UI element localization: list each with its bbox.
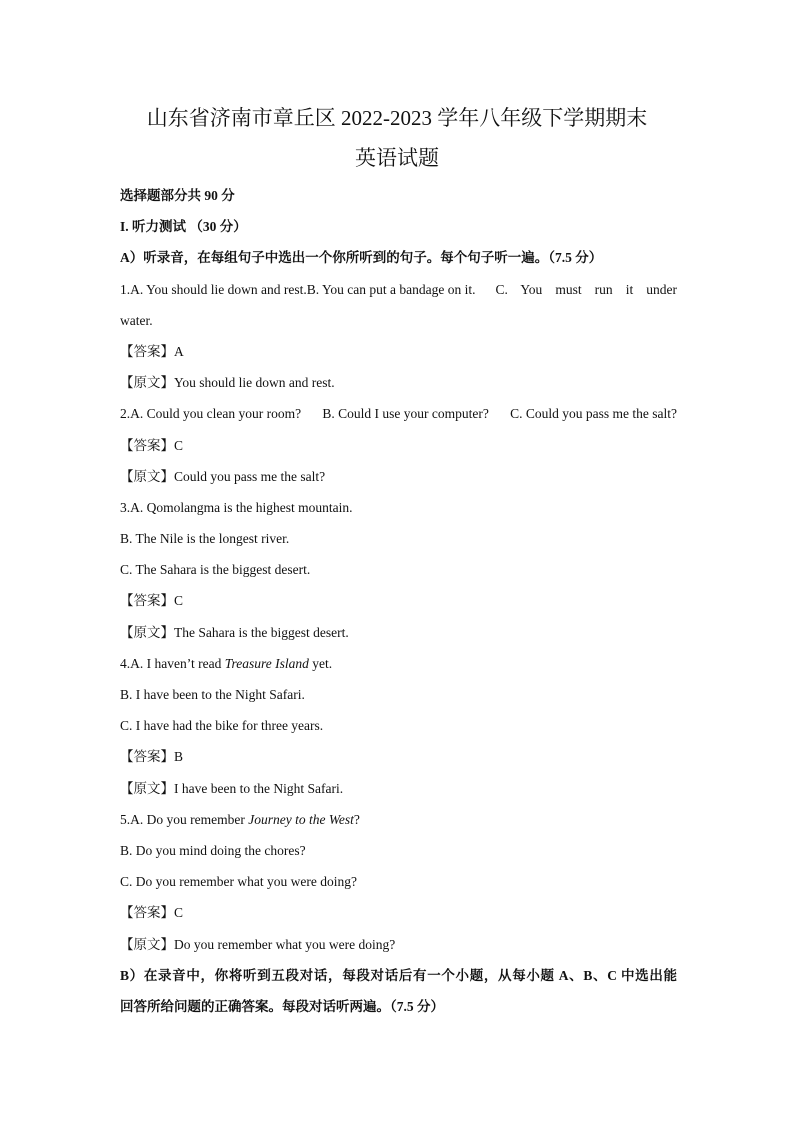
q4-script [120,773,677,804]
q1-answer [120,336,677,367]
q2-option-a: 2.A. Could you clean your room? [120,406,302,422]
q3-option-b: B. The Nile is the longest river. [120,531,290,547]
part-b-instruction-line-1: B）在录音中，你将听到五段对话，每段对话后有一个小题，从每小题 A、B、C 中选出能 [120,967,677,983]
q4-answer [120,741,677,772]
q1-option-c-continued: water. [120,312,153,328]
q2-options [120,398,677,429]
answer-label: 【答案】 [120,343,174,359]
q4-book-title: Treasure Island [224,655,309,671]
answer-label: 【答案】 [120,749,174,765]
q3-option-a: 3.A. Qomolangma is the highest mountain. [120,499,353,515]
answer-value: C [174,437,184,453]
q5-option-c: C. Do you remember what you were doing? [120,874,357,890]
q3-answer [120,585,677,616]
listening-heading: I. 听力测试 （30 分） [120,219,247,235]
q4-option-a [120,648,677,679]
document-body [120,180,677,1022]
answer-value: C [174,905,184,921]
q5-option-a-end: ? [353,811,360,827]
part-b-instruction-line-2: 回答所给问题的正确答案。每段对话听两遍。（7.5 分） [120,998,444,1014]
q5-option-b: B. Do you mind doing the chores? [120,842,306,858]
q3-option-c: C. The Sahara is the biggest desert. [120,562,311,578]
title-line-2: 英语试题 [355,146,439,170]
q2-answer [120,430,677,461]
q1-script [120,367,677,398]
q3-script [120,617,677,648]
q4-option-a-end: yet. [308,655,333,671]
script-label: 【原文】 [120,468,174,484]
script-text: Could you pass me the salt? [174,468,326,484]
script-text: You should lie down and rest. [174,375,335,391]
answer-value: C [174,593,184,609]
q5-option-a-text: 5.A. Do you remember [120,811,249,827]
script-label: 【原文】 [120,624,174,640]
script-text: I have been to the Night Safari. [174,780,344,796]
title-line-1: 山东省济南市章丘区 2022-2023 学年八年级下学期期末 [146,106,648,130]
q4-option-a-text: 4.A. I haven’t read [120,655,225,671]
answer-label: 【答案】 [120,905,174,921]
document-title [0,98,794,178]
answer-value: B [174,749,184,765]
part-a-instruction: A）听录音，在每组句子中选出一个你所听到的句子。每个句子听一遍。（7.5 分） [120,250,603,266]
q2-option-c: C. Could you pass me the salt? [510,406,677,422]
q2-script [120,461,677,492]
script-text: The Sahara is the biggest desert. [174,624,349,640]
q5-option-a [120,804,677,835]
q1-option-c: C. You must run it under [495,281,677,297]
q2-option-b: B. Could I use your computer? [322,406,489,422]
section-header: 选择题部分共 90 分 [120,188,235,203]
q4-option-c: C. I have had the bike for three years. [120,718,324,734]
answer-value: A [174,343,184,359]
script-text: Do you remember what you were doing? [174,936,396,952]
q1-options [120,274,677,305]
q4-option-b: B. I have been to the Night Safari. [120,687,305,702]
q1-options-ab: 1.A. You should lie down and rest.B. You can put a bandage on it. [120,281,476,297]
script-label: 【原文】 [120,780,174,796]
q5-answer [120,897,677,928]
q5-script [120,929,677,960]
script-label: 【原文】 [120,936,174,952]
answer-label: 【答案】 [120,437,174,453]
script-label: 【原文】 [120,375,174,391]
answer-label: 【答案】 [120,593,174,609]
q5-book-title: Journey to the West [248,811,354,827]
